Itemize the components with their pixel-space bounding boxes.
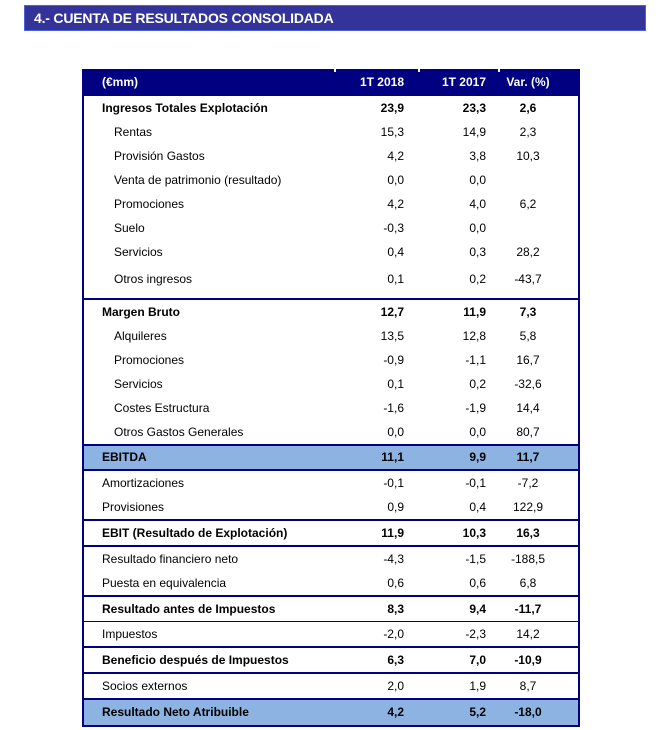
value-var: 122,9 (512, 500, 544, 514)
section-title: 4.- CUENTA DE RESULTADOS CONSOLIDADA (34, 10, 334, 26)
table-row (84, 446, 578, 469)
row-label: Margen Bruto (102, 305, 180, 319)
row-label: Otros ingresos (114, 272, 193, 286)
value-var: -11,7 (514, 602, 542, 616)
value-1t-2017: 11,9 (463, 305, 486, 319)
value-1t-2018: 4,2 (387, 197, 404, 211)
value-var: 6,8 (519, 576, 537, 590)
row-label: Resultado antes de Impuestos (102, 602, 276, 616)
value-var: 16,3 (516, 526, 540, 540)
header-1t-2018: 1T 2018 (359, 75, 404, 89)
table-row (84, 495, 578, 519)
value-var: 5,8 (519, 329, 537, 343)
table-row (84, 396, 578, 420)
value-1t-2018: 11,1 (381, 450, 404, 464)
value-1t-2018: 8,3 (387, 602, 404, 616)
value-var: 6,2 (519, 197, 537, 211)
value-1t-2018: 11,9 (381, 526, 404, 540)
header-separator (418, 69, 420, 72)
value-var: 2,6 (519, 101, 537, 115)
row-label: EBIT (Resultado de Explotación) (102, 526, 288, 540)
row-label: Provisiones (102, 500, 165, 514)
header-units: (€mm) (102, 75, 139, 89)
value-1t-2017: 0,3 (469, 245, 486, 259)
value-1t-2018: 12,7 (380, 305, 404, 319)
table-row (84, 700, 578, 725)
value-1t-2017: 3,8 (469, 149, 486, 163)
value-1t-2018: 4,2 (387, 149, 404, 163)
value-var: -188,5 (510, 552, 546, 566)
value-1t-2017: 10,3 (462, 526, 486, 540)
row-label: Promociones (114, 197, 185, 211)
value-1t-2017: 9,4 (469, 602, 486, 616)
value-1t-2018: 15,3 (380, 125, 404, 139)
table-row (84, 96, 578, 120)
table-row (84, 674, 578, 698)
value-1t-2017: 14,9 (462, 125, 486, 139)
value-1t-2017: 0,0 (469, 425, 486, 439)
value-1t-2018: 0,9 (387, 500, 404, 514)
row-label: Costes Estructura (114, 401, 210, 415)
value-1t-2018: -0,3 (383, 221, 404, 235)
value-1t-2017: 7,0 (469, 653, 486, 667)
value-1t-2018: 0,1 (387, 272, 404, 286)
value-1t-2017: 12,8 (462, 329, 486, 343)
value-1t-2017: 23,3 (462, 101, 486, 115)
value-1t-2017: -1,1 (465, 353, 486, 367)
value-var: -10,9 (514, 653, 542, 667)
row-label: Promociones (114, 353, 185, 367)
table-body (84, 96, 578, 725)
table-row (84, 144, 578, 168)
row-label: Alquileres (114, 329, 167, 343)
value-var: 2,3 (519, 125, 537, 139)
value-var: -32,6 (514, 377, 542, 391)
value-1t-2018: 2,0 (387, 679, 404, 693)
value-var: 14,4 (516, 401, 540, 415)
row-label: Ingresos Totales Explotación (102, 101, 268, 115)
row-label: Socios externos (102, 679, 188, 693)
table-row (84, 372, 578, 396)
row-label: Suelo (114, 221, 145, 235)
value-var: -7,2 (517, 476, 539, 490)
value-1t-2018: 0,1 (387, 377, 404, 391)
value-1t-2017: 0,0 (469, 173, 486, 187)
value-1t-2018: -2,0 (383, 627, 404, 641)
table-row (84, 521, 578, 545)
value-1t-2018: -0,1 (383, 476, 404, 490)
row-label: Resultado financiero neto (102, 552, 239, 566)
table-row (84, 168, 578, 192)
table-row (84, 324, 578, 348)
table-row (84, 120, 578, 144)
table-row (84, 571, 578, 595)
value-1t-2018: -0,9 (383, 353, 404, 367)
table-row (84, 300, 578, 324)
value-1t-2017: 0,2 (469, 377, 486, 391)
row-label: Puesta en equivalencia (102, 576, 227, 590)
table-row (84, 597, 578, 621)
income-statement-table (82, 69, 580, 727)
value-var: 80,7 (516, 425, 540, 439)
value-1t-2017: -1,5 (465, 552, 486, 566)
row-label: Amortizaciones (102, 476, 185, 490)
value-1t-2018: 0,0 (387, 425, 404, 439)
value-1t-2017: 0,2 (469, 272, 486, 286)
value-var: -43,7 (514, 272, 542, 286)
value-1t-2018: 6,3 (387, 653, 404, 667)
row-label: Servicios (114, 377, 163, 391)
value-1t-2017: 4,0 (469, 197, 486, 211)
row-label: Provisión Gastos (114, 149, 205, 163)
value-var: 8,7 (519, 679, 537, 693)
value-var: 16,7 (516, 353, 540, 367)
row-label: Rentas (114, 125, 153, 139)
value-1t-2018: 13,5 (380, 329, 404, 343)
value-1t-2017: 5,2 (469, 705, 486, 719)
table-row (84, 216, 578, 240)
value-1t-2017: 1,9 (469, 679, 486, 693)
table-row (84, 420, 578, 444)
table-row (84, 348, 578, 372)
value-1t-2017: 9,9 (469, 450, 486, 464)
value-var: -18,0 (514, 705, 542, 719)
value-1t-2018: 0,6 (387, 576, 404, 590)
value-1t-2018: -4,3 (383, 552, 404, 566)
value-1t-2017: 0,4 (469, 500, 486, 514)
table-row (84, 264, 578, 294)
value-var: 28,2 (516, 245, 540, 259)
value-1t-2017: 0,6 (469, 576, 486, 590)
row-label: Otros Gastos Generales (114, 425, 244, 439)
value-1t-2018: 0,0 (387, 173, 404, 187)
value-1t-2017: -0,1 (465, 476, 486, 490)
row-label: Venta de patrimonio (resultado) (114, 173, 282, 187)
value-var: 11,7 (516, 450, 540, 464)
row-label: Servicios (114, 245, 163, 259)
section-banner (24, 5, 646, 31)
table-row (84, 240, 578, 264)
table-row (84, 192, 578, 216)
value-1t-2018: 4,2 (387, 705, 404, 719)
header-1t-2017: 1T 2017 (441, 75, 486, 89)
table-header (84, 69, 578, 96)
value-var: 14,2 (516, 627, 540, 641)
header-separator (334, 69, 336, 72)
value-1t-2018: 23,9 (380, 101, 404, 115)
row-label: Resultado Neto Atribuible (102, 705, 249, 719)
value-1t-2018: 0,4 (387, 245, 404, 259)
table-row (84, 622, 578, 646)
table-row (84, 471, 578, 495)
row-label: Beneficio después de Impuestos (102, 653, 289, 667)
row-label: Impuestos (102, 627, 158, 641)
table-row (84, 547, 578, 571)
value-var: 10,3 (516, 149, 540, 163)
table-row (84, 648, 578, 672)
value-1t-2017: -1,9 (465, 401, 486, 415)
row-label: EBITDA (102, 450, 147, 464)
value-var: 7,3 (519, 305, 537, 319)
header-var: Var. (%) (506, 75, 550, 89)
value-1t-2018: -1,6 (383, 401, 404, 415)
value-1t-2017: 0,0 (469, 221, 486, 235)
value-1t-2017: -2,3 (465, 627, 486, 641)
